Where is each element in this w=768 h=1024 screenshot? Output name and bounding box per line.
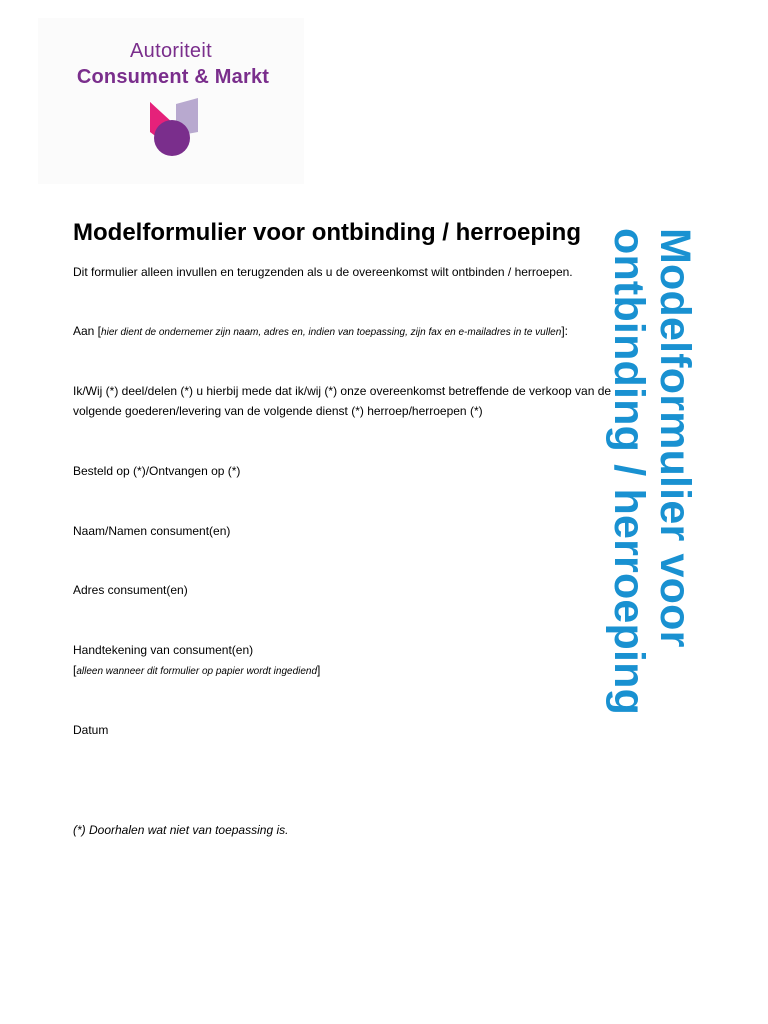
signature-note [73,660,320,682]
date-label: Datum [73,723,109,737]
logo-tulip-icon [148,98,200,158]
consumer-names-label: Naam/Namen consument(en) [73,524,231,538]
ordered-received-label: Besteld op (*)/Ontvangen op (*) [73,464,241,478]
footnote: (*) Doorhalen wat niet van toepassing is. [73,823,289,837]
vertical-title-line-1: Modelformulier voor [651,228,699,648]
intro-text: Dit formulier alleen invullen en terugzenden als u de overeenkomst wilt ontbinden / herroepen. [73,265,573,279]
statement-line-1: Ik/Wij (*) deel/delen (*) u hierbij mede dat ik/wij (*) onze overeenkomst betreffende de verkoop van de [73,384,612,398]
recipient-prefix: Aan [ [73,324,102,338]
page-title: Modelformulier voor ontbinding / herroeping [73,219,581,246]
vertical-title [606,228,698,715]
statement-line-2: volgende goederen/levering van de volgende dienst (*) herroep/herroepen (*) [73,404,483,418]
recipient-line [73,321,568,343]
vertical-title-line-2: ontbinding / herroeping [605,228,653,716]
acm-logo [38,18,304,184]
recipient-suffix: ]: [561,324,568,338]
consumer-address-label: Adres consument(en) [73,583,188,597]
signature-note-text: alleen wanneer dit formulier op papier wordt ingediend [76,666,318,677]
signature-label: Handtekening van consument(en) [73,643,254,657]
logo-text-consument-markt: Consument & Markt [76,66,270,88]
recipient-note: hier dient de ondernemer zijn naam, adres en, indien van toepassing, zijn fax en e-mailadres in te vullen [101,327,562,338]
signature-note-open: [ [73,663,77,677]
signature-note-close: ] [317,663,321,677]
logo-text-autoriteit: Autoriteit [130,40,212,62]
